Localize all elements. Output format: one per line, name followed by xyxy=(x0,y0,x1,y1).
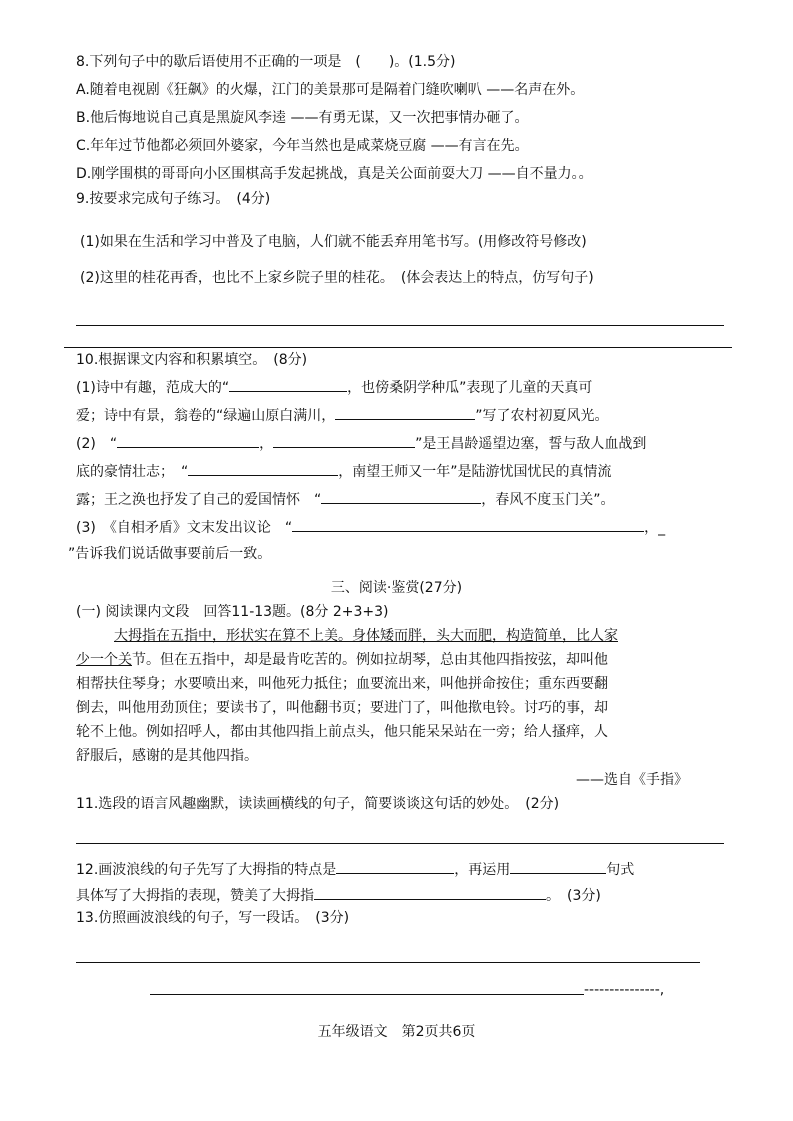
q12-text: 句式 xyxy=(606,862,635,878)
q10-text: ，南望王师又一年”是陆游忧国忧民的真情流 xyxy=(338,464,612,480)
fill-blank[interactable] xyxy=(321,488,481,504)
q10-line2 xyxy=(76,404,609,426)
passage-line3: 相帮扶住琴身；水要喷出来，叫他死力抵住；血要流出来，叫他拼命按住；重东西要翻 xyxy=(76,676,608,692)
underlined-sentence: 少一个关 xyxy=(76,652,132,668)
fill-blank[interactable] xyxy=(335,404,475,420)
q10-text: ， xyxy=(259,436,274,452)
passage-text: 节。但在五指中，却是最肯吃苦的。例如拉胡琴，总由其他四指按弦，却叫他 xyxy=(132,652,608,668)
q10-line3 xyxy=(76,432,646,454)
q10-text: ，也傍桑阴学种瓜”表现了儿童的天真可 xyxy=(347,380,593,396)
fill-blank[interactable] xyxy=(336,858,454,874)
fill-blank[interactable] xyxy=(188,460,338,476)
q12-line2 xyxy=(76,884,601,906)
part1-instruction: (一) 阅读课内文段 回答11-13题。(8分 2+3+3) xyxy=(76,604,389,620)
q13-stem: 13.仿照画波浪线的句子，写一段话。 (3分) xyxy=(76,910,350,926)
fill-blank[interactable] xyxy=(510,858,606,874)
q10-line7: ”告诉我们说话做事要前后一致。 xyxy=(68,546,272,562)
passage-line6: 舒服后，感谢的是其他四指。 xyxy=(76,748,258,764)
q9-part1: (1)如果在生活和学习中普及了电脑，人们就不能丢弃用笔书写。(用修改符号修改) xyxy=(80,234,587,250)
q10-text: 底的豪情壮志； “ xyxy=(76,464,189,480)
q12-text: 具体写了大拇指的表现，赞美了大拇指 xyxy=(76,888,314,904)
passage-line2 xyxy=(76,650,608,670)
q10-text: ，_ xyxy=(644,520,666,536)
passage-line5: 轮不上他。例如招呼人，都由其他四指上前点头，他只能呆呆站在一旁；给人搔痒，人 xyxy=(76,724,608,740)
q10-line4 xyxy=(76,460,612,482)
answer-line[interactable] xyxy=(150,994,584,995)
q10-stem: 10.根据课文内容和积累填空。 (8分) xyxy=(76,352,308,368)
q10-text: 露；王之涣也抒发了自己的爱国情怀 “ xyxy=(76,492,322,508)
q12-text: 12.画波浪线的句子先写了大拇指的特点是 xyxy=(76,862,337,878)
q10-text: ”写了农村初夏风光。 xyxy=(475,408,609,424)
fill-blank[interactable] xyxy=(314,884,546,900)
q12-text: ，再运用 xyxy=(454,862,511,878)
fill-blank[interactable] xyxy=(292,516,644,532)
q10-text: ”是王昌龄遥望边塞，誓与敌人血战到 xyxy=(415,436,647,452)
divider xyxy=(64,347,732,348)
q8-option-b: B.他后悔地说自己真是黑旋风李逵 ——有勇无谋，又一次把事情办砸了。 xyxy=(76,110,529,126)
q10-line5 xyxy=(76,488,615,510)
fill-blank[interactable] xyxy=(117,432,259,448)
answer-line[interactable] xyxy=(76,843,724,844)
underlined-sentence: 大拇指在五指中，形状实在算不上美。身体矮而胖，头大而肥，构造简单，比人家 xyxy=(114,628,618,644)
q13-dash-tail: ---------------, xyxy=(584,982,665,998)
q10-line6 xyxy=(76,516,665,538)
q10-text: (1)诗中有趣，范成大的“ xyxy=(76,380,230,396)
q10-line1 xyxy=(76,376,592,398)
fill-blank[interactable] xyxy=(229,376,347,392)
q8-option-a: A.随着电视剧《狂飙》的火爆，江门的美景那可是隔着门缝吹喇叭 ——名声在外。 xyxy=(76,82,585,98)
q10-text: (3) 《自相矛盾》文末发出议论 “ xyxy=(76,520,293,536)
passage-line1 xyxy=(114,626,618,646)
q8-option-c: C.年年过节他都必须回外婆家，今年当然也是咸菜烧豆腐 ——有言在先。 xyxy=(76,138,529,154)
answer-line[interactable] xyxy=(76,325,724,326)
q10-text: (2) “ xyxy=(76,436,118,452)
q8-option-d: D.刚学围棋的哥哥向小区围棋高手发起挑战，真是关公面前耍大刀 ——自不量力。。 xyxy=(76,166,593,182)
answer-line[interactable] xyxy=(76,962,700,963)
passage-source: ——选自《手指》 xyxy=(576,772,688,788)
q9-part2: (2)这里的桂花再香，也比不上家乡院子里的桂花。 (体会表达上的特点，仿写句子) xyxy=(80,270,594,286)
page-footer: 五年级语文 第2页共6页 xyxy=(317,1024,476,1040)
section-title: 三、阅读·鉴赏(27分) xyxy=(330,580,463,596)
q12-line1 xyxy=(76,858,634,880)
q12-text: 。 (3分) xyxy=(546,888,601,904)
passage-line4: 倒去，叫他用劲顶住；要读书了，叫他翻书页；要进门了，叫他揿电铃。讨巧的事，却 xyxy=(76,700,608,716)
q10-text: 爱；诗中有景，翁卷的“绿遍山原白满川， xyxy=(76,408,336,424)
fill-blank[interactable] xyxy=(273,432,415,448)
q8-stem: 8.下列句子中的歇后语使用不正确的一项是 ( )。(1.5分) xyxy=(76,54,456,70)
q9-stem: 9.按要求完成句子练习。 (4分) xyxy=(76,191,271,207)
q11-stem: 11.选段的语言风趣幽默，读读画横线的句子，简要谈谈这句话的妙处。 (2分) xyxy=(76,796,560,812)
q10-text: ，春风不度玉门关”。 xyxy=(481,492,615,508)
